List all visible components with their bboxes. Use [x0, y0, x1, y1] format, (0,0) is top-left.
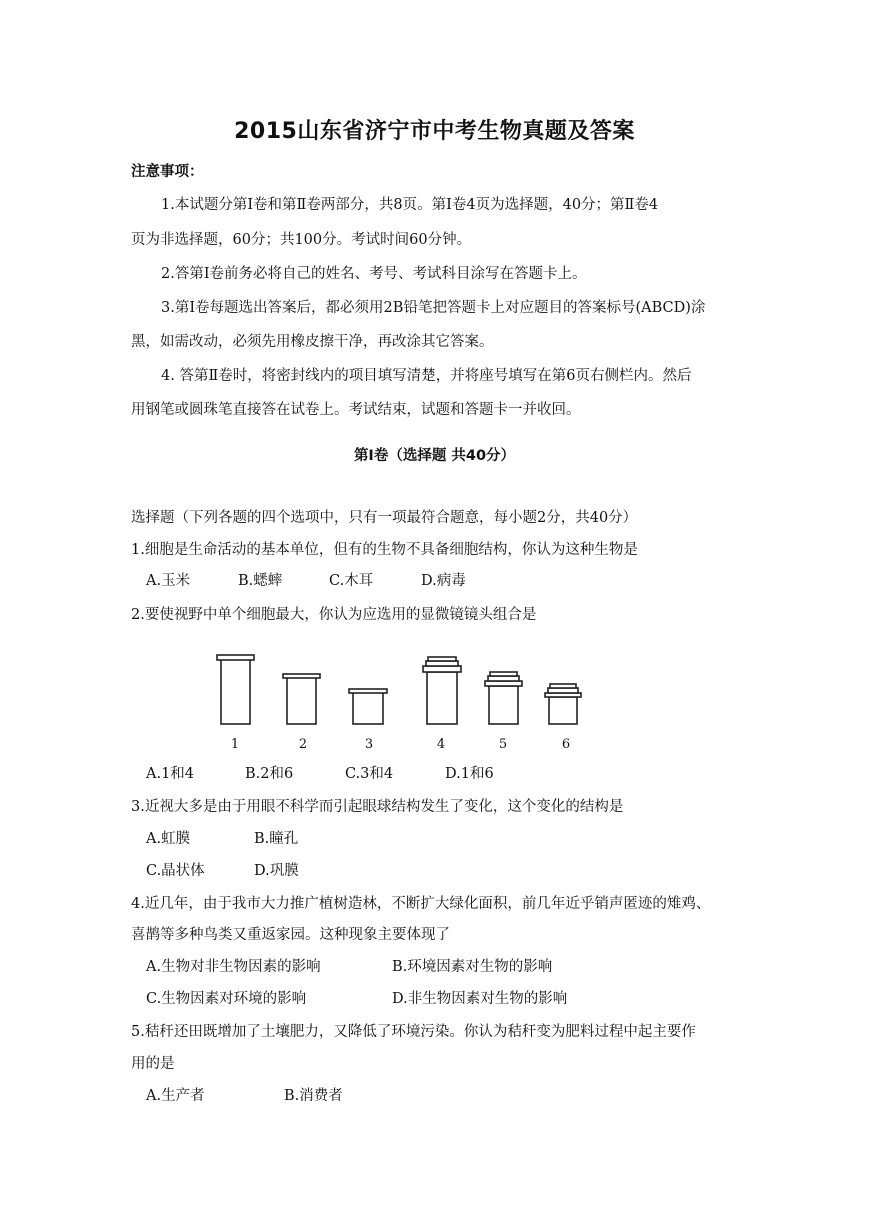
lens-5	[485, 672, 522, 724]
lens-label: 4	[436, 737, 446, 752]
option: A.生物对非生物因素的影响	[146, 959, 321, 975]
lens-2	[283, 674, 320, 724]
page-title: 2015山东省济宁市中考生物真题及答案	[234, 119, 635, 144]
microscope-lens-figure	[205, 645, 595, 757]
lens-label: 6	[561, 737, 571, 752]
lens-label: 2	[298, 737, 308, 752]
question-stem: 喜鹊等多种鸟类又重返家园。这种现象主要体现了	[131, 927, 450, 943]
option: A.虹膜	[146, 831, 191, 847]
option: B.环境因素对生物的影响	[392, 959, 553, 975]
option: B.瞳孔	[254, 831, 299, 847]
notice-line: 黑，如需改动，必须先用橡皮擦干净，再改涂其它答案。	[131, 334, 494, 350]
lens-label: 5	[498, 737, 508, 752]
option: A.1和4	[146, 766, 195, 782]
lens-3	[349, 689, 387, 724]
lens-4	[423, 657, 461, 724]
option: C.晶状体	[146, 863, 205, 879]
option: B.消费者	[284, 1088, 343, 1104]
instructions: 选择题（下列各题的四个选项中，只有一项最符合题意，每小题2分，共40分）	[131, 510, 638, 526]
section-title: 第Ⅰ卷（选择题 共40分）	[353, 448, 516, 464]
question-stem: 4.近几年，由于我市大力推广植树造林，不断扩大绿化面积，前几年近乎销声匿迹的雉鸡、	[131, 896, 711, 912]
option: C.3和4	[345, 766, 394, 782]
option: B.蟋蟀	[238, 573, 283, 589]
option: A.生产者	[146, 1088, 205, 1104]
option: D.病毒	[421, 573, 466, 589]
notice-line: 2.答第Ⅰ卷前务必将自己的姓名、考号、考试科目涂写在答题卡上。	[161, 266, 587, 282]
lens-label: 3	[364, 737, 374, 752]
lens-label: 1	[230, 737, 240, 752]
notice-line: 1.本试题分第Ⅰ卷和第Ⅱ卷两部分，共8页。第Ⅰ卷4页为选择题，40分；第Ⅱ卷4	[161, 197, 659, 213]
question-stem: 1.细胞是生命活动的基本单位，但有的生物不具备细胞结构，你认为这种生物是	[131, 542, 638, 558]
question-stem: 2.要使视野中单个细胞最大，你认为应选用的显微镜镜头组合是	[131, 607, 537, 623]
option: C.生物因素对环境的影响	[146, 991, 307, 1007]
notice-line: 用钢笔或圆珠笔直接答在试卷上。考试结束，试题和答题卡一并收回。	[131, 402, 581, 418]
lens-1	[217, 655, 254, 724]
question-stem: 3.近视大多是由于用眼不科学而引起眼球结构发生了变化，这个变化的结构是	[131, 799, 624, 815]
notice-line: 页为非选择题，60分；共100分。考试时间60分钟。	[131, 232, 472, 248]
notice-line: 3.第Ⅰ卷每题选出答案后，都必须用2B铅笔把答题卡上对应题目的答案标号(ABCD)涂	[161, 300, 706, 316]
lens-6	[545, 684, 581, 724]
question-stem: 用的是	[131, 1056, 175, 1072]
option: D.1和6	[445, 766, 494, 782]
option: B.2和6	[245, 766, 294, 782]
option: A.玉米	[146, 573, 191, 589]
option: D.巩膜	[254, 863, 299, 879]
notice-heading: 注意事项：	[131, 164, 204, 180]
option: C.木耳	[329, 573, 374, 589]
option: D.非生物因素对生物的影响	[392, 991, 568, 1007]
question-stem: 5.秸秆还田既增加了土壤肥力，又降低了环境污染。你认为秸秆变为肥料过程中起主要作	[131, 1024, 696, 1040]
notice-line: 4. 答第Ⅱ卷时，将密封线内的项目填写清楚，并将座号填写在第6页右侧栏内。然后	[161, 368, 692, 384]
